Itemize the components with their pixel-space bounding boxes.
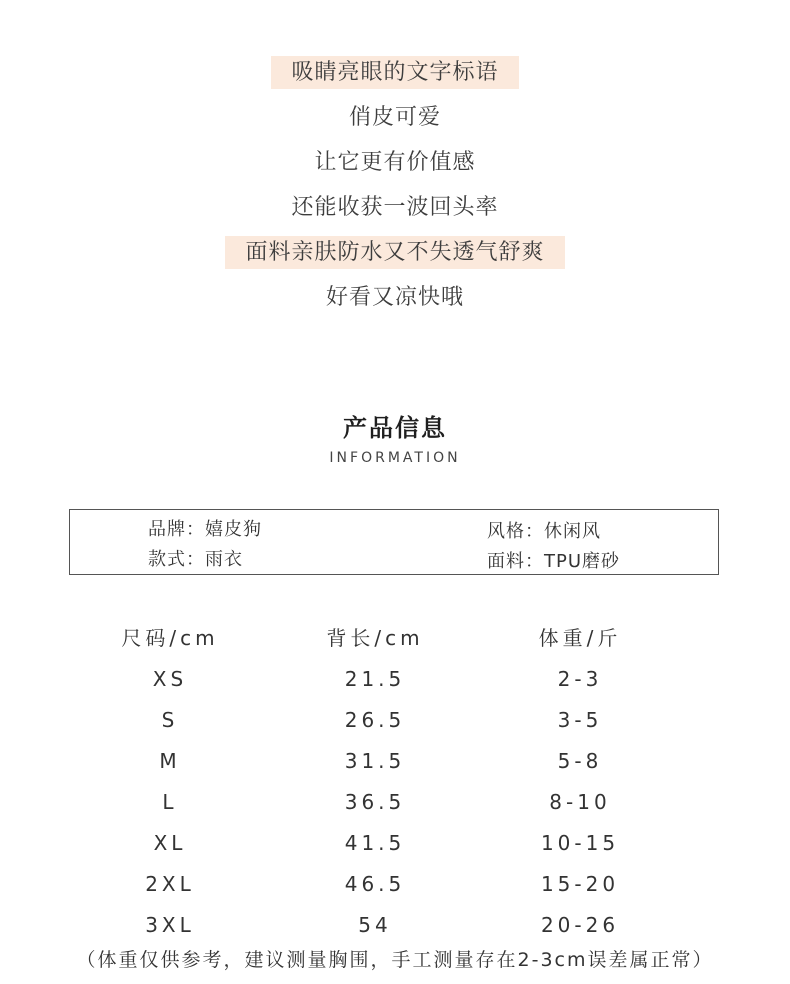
product-info-box [69,509,719,575]
column-header: 背长/cm [326,626,424,650]
size-cell: 2XL [145,872,195,896]
weight-cell: 3-5 [557,708,603,732]
section-title: 产品信息 [343,414,447,442]
back-length-cell: 36.5 [344,790,406,814]
slogan-list [0,50,790,320]
weight-cell: 20-26 [540,913,620,937]
back-length-cell: 21.5 [344,667,406,691]
table-row [0,741,790,782]
slogan-text: 面料亲肤防水又不失透气舒爽 [225,236,564,269]
size-table [0,618,790,946]
slogan-text: 让它更有价值感 [314,150,476,175]
weight-cell: 10-15 [540,831,620,855]
weight-cell: 15-20 [540,872,620,896]
size-cell: L [162,790,178,814]
size-cell: XS [152,667,188,691]
size-cell: XL [153,831,187,855]
slogan-line [0,230,790,275]
weight-cell: 2-3 [557,667,603,691]
column-header: 尺码/cm [121,626,219,650]
size-cell: 3XL [145,913,195,937]
table-row [0,782,790,823]
slogan-text: 还能收获一波回头率 [291,195,499,220]
size-cell: M [159,749,181,773]
back-length-cell: 41.5 [344,831,406,855]
footnote: （体重仅供参考，建议测量胸围，手工测量存在2-3cm误差属正常） [76,949,714,971]
column-header: 体重/斤 [538,626,622,650]
slogan-text: 吸睛亮眼的文字标语 [271,56,518,89]
slogan-line [0,50,790,95]
back-length-cell: 54 [358,913,392,937]
table-header-row [0,618,790,659]
slogan-text: 俏皮可爱 [348,105,441,130]
weight-cell: 5-8 [557,749,603,773]
slogan-line [0,140,790,185]
table-row [0,864,790,905]
back-length-cell: 46.5 [344,872,406,896]
table-row [0,659,790,700]
material-info: 面料：TPU磨砂 [487,551,621,572]
table-row [0,700,790,741]
weight-cell: 8-10 [549,790,611,814]
brand-info: 品牌：嬉皮狗 [148,519,262,540]
back-length-cell: 31.5 [344,749,406,773]
table-row [0,905,790,946]
table-row [0,823,790,864]
type-info: 款式：雨衣 [148,549,243,570]
back-length-cell: 26.5 [344,708,406,732]
slogan-line [0,275,790,320]
slogan-line [0,95,790,140]
section-subtitle: INFORMATION [329,450,461,466]
slogan-text: 好看又凉快哦 [325,285,464,310]
style-info: 风格：休闲风 [487,521,601,542]
size-cell: S [161,708,179,732]
slogan-line [0,185,790,230]
